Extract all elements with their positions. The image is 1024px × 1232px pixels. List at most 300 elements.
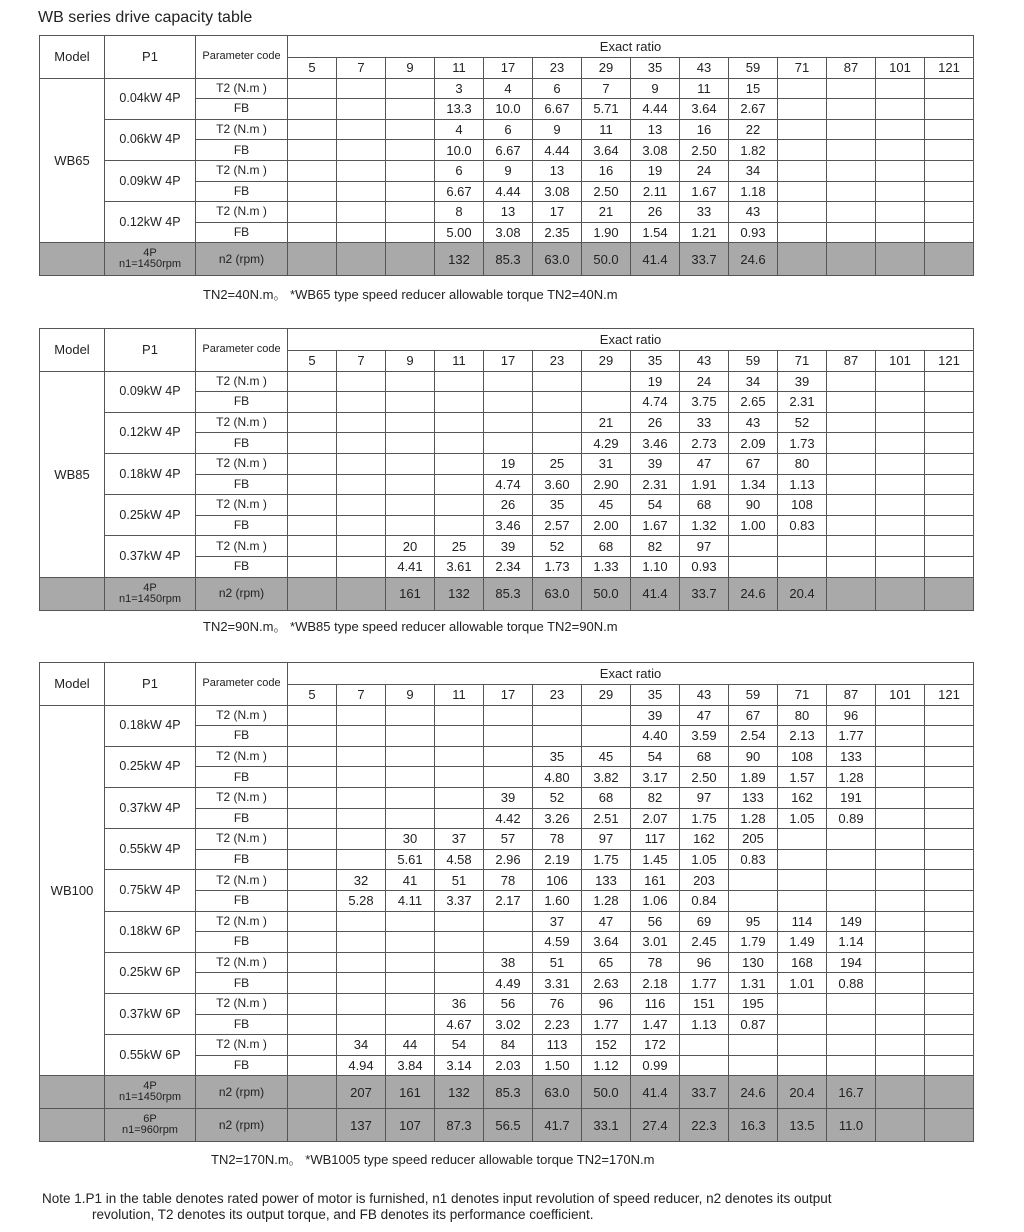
ratio-header-cell: 5 — [288, 685, 337, 706]
param-code-t2: T2 (N.m ) — [196, 829, 288, 850]
speed-cell — [288, 1109, 337, 1142]
torque-cell: 45 — [582, 495, 631, 516]
torque-cell: 6 — [533, 78, 582, 99]
torque-cell — [778, 829, 827, 850]
fb-cell — [876, 1055, 925, 1076]
fb-cell: 0.99 — [631, 1055, 680, 1076]
fb-cell: 1.32 — [680, 515, 729, 536]
speed-cell: 33.7 — [680, 577, 729, 610]
fb-cell — [435, 932, 484, 953]
fb-cell — [925, 99, 974, 120]
fb-cell — [288, 1014, 337, 1035]
footnote — [42, 1191, 832, 1223]
torque-cell — [288, 78, 337, 99]
torque-cell: 11 — [582, 119, 631, 140]
torque-cell — [827, 119, 876, 140]
ratio-header-cell: 17 — [484, 351, 533, 372]
ratio-header-cell: 29 — [582, 58, 631, 79]
torque-note: TN2=170N.m。 *WB1005 type speed reducer allowable torque TN2=170N.m — [211, 1152, 655, 1167]
fb-cell: 4.67 — [435, 1014, 484, 1035]
fb-cell: 1.21 — [680, 222, 729, 243]
param-code-t2: T2 (N.m ) — [196, 911, 288, 932]
fb-cell: 2.13 — [778, 726, 827, 747]
torque-cell: 96 — [680, 952, 729, 973]
fb-cell — [337, 808, 386, 829]
ratio-header-cell: 9 — [386, 58, 435, 79]
torque-cell — [386, 952, 435, 973]
fb-cell: 1.60 — [533, 890, 582, 911]
fb-cell: 4.42 — [484, 808, 533, 829]
speed-cell: 41.4 — [631, 1076, 680, 1109]
speed-cell: 85.3 — [484, 577, 533, 610]
fb-cell: 3.01 — [631, 932, 680, 953]
fb-cell — [827, 1055, 876, 1076]
table-row-t2 — [40, 829, 974, 850]
torque-cell: 106 — [533, 870, 582, 891]
torque-cell — [925, 202, 974, 223]
header-row — [40, 663, 974, 685]
torque-cell — [778, 993, 827, 1014]
torque-cell: 161 — [631, 870, 680, 891]
fb-cell — [435, 474, 484, 495]
fb-cell — [925, 433, 974, 454]
torque-cell: 56 — [484, 993, 533, 1014]
ratio-header-cell: 87 — [827, 351, 876, 372]
speed-cell — [925, 1109, 974, 1142]
param-code-fb: FB — [196, 1055, 288, 1076]
fb-cell: 3.08 — [484, 222, 533, 243]
ratio-header-cell: 121 — [925, 351, 974, 372]
fb-cell: 4.80 — [533, 767, 582, 788]
param-code-fb: FB — [196, 515, 288, 536]
torque-cell: 32 — [337, 870, 386, 891]
fb-cell — [925, 849, 974, 870]
speed-cell — [925, 243, 974, 276]
speed-cell — [925, 1076, 974, 1109]
fb-cell — [876, 99, 925, 120]
torque-cell: 34 — [729, 160, 778, 181]
p1-cell: 0.55kW 4P — [105, 829, 196, 870]
fb-cell: 4.49 — [484, 973, 533, 994]
torque-cell: 194 — [827, 952, 876, 973]
fb-cell — [288, 849, 337, 870]
model-cell: WB85 — [40, 371, 105, 577]
torque-cell — [582, 371, 631, 392]
torque-cell: 33 — [680, 412, 729, 433]
table-row-t2 — [40, 952, 974, 973]
header-exact-ratio: Exact ratio — [288, 663, 974, 685]
table-row-t2 — [40, 78, 974, 99]
fb-cell: 1.12 — [582, 1055, 631, 1076]
fb-cell — [876, 849, 925, 870]
fb-cell: 1.47 — [631, 1014, 680, 1035]
speed-cell: 132 — [435, 243, 484, 276]
fb-cell: 2.00 — [582, 515, 631, 536]
torque-cell — [876, 371, 925, 392]
header-parameter-code: Parameter code — [196, 36, 288, 79]
torque-cell — [435, 787, 484, 808]
fb-cell — [876, 973, 925, 994]
torque-cell — [288, 202, 337, 223]
header-parameter-code: Parameter code — [196, 329, 288, 372]
fb-cell: 1.01 — [778, 973, 827, 994]
torque-cell: 11 — [680, 78, 729, 99]
torque-cell — [288, 412, 337, 433]
fb-cell — [386, 222, 435, 243]
fb-cell: 3.17 — [631, 767, 680, 788]
fb-cell: 3.84 — [386, 1055, 435, 1076]
fb-cell — [876, 890, 925, 911]
torque-cell — [337, 746, 386, 767]
torque-cell — [827, 453, 876, 474]
fb-cell — [827, 140, 876, 161]
torque-cell: 4 — [484, 78, 533, 99]
torque-cell — [827, 78, 876, 99]
fb-cell — [288, 767, 337, 788]
fb-cell: 5.28 — [337, 890, 386, 911]
torque-cell — [386, 746, 435, 767]
fb-cell — [925, 1014, 974, 1035]
fb-cell: 1.77 — [827, 726, 876, 747]
fb-cell: 10.0 — [484, 99, 533, 120]
torque-cell: 68 — [582, 787, 631, 808]
fb-cell — [386, 515, 435, 536]
p1-cell: 0.37kW 4P — [105, 787, 196, 828]
fb-cell: 0.84 — [680, 890, 729, 911]
torque-cell: 203 — [680, 870, 729, 891]
table-row-t2 — [40, 412, 974, 433]
ratio-header-cell: 59 — [729, 685, 778, 706]
torque-cell: 45 — [582, 746, 631, 767]
fb-cell — [337, 973, 386, 994]
torque-cell: 52 — [778, 412, 827, 433]
table-row-t2 — [40, 1035, 974, 1056]
torque-cell — [337, 371, 386, 392]
fb-cell — [778, 1014, 827, 1035]
fb-cell: 4.74 — [631, 392, 680, 413]
param-code-t2: T2 (N.m ) — [196, 453, 288, 474]
ratio-header-cell: 7 — [337, 351, 386, 372]
table-row-t2 — [40, 993, 974, 1014]
torque-cell: 34 — [337, 1035, 386, 1056]
fb-cell — [925, 515, 974, 536]
torque-cell: 133 — [827, 746, 876, 767]
fb-cell — [925, 556, 974, 577]
speed-cell — [337, 243, 386, 276]
ratio-header-cell: 11 — [435, 685, 484, 706]
torque-cell: 133 — [582, 870, 631, 891]
fb-cell: 1.33 — [582, 556, 631, 577]
param-code-fb: FB — [196, 556, 288, 577]
torque-cell: 84 — [484, 1035, 533, 1056]
fb-cell: 3.46 — [631, 433, 680, 454]
param-code-fb: FB — [196, 849, 288, 870]
fb-cell: 4.58 — [435, 849, 484, 870]
speed-cell: 24.6 — [729, 577, 778, 610]
torque-cell — [288, 993, 337, 1014]
fb-cell: 1.14 — [827, 932, 876, 953]
fb-cell: 2.50 — [582, 181, 631, 202]
torque-cell — [386, 787, 435, 808]
torque-cell: 54 — [435, 1035, 484, 1056]
fb-cell: 2.45 — [680, 932, 729, 953]
fb-cell — [827, 1014, 876, 1035]
speed-cell: 20.4 — [778, 577, 827, 610]
table-row-t2 — [40, 911, 974, 932]
torque-cell — [337, 952, 386, 973]
fb-cell — [876, 474, 925, 495]
fb-cell: 1.77 — [582, 1014, 631, 1035]
p1-cell: 0.75kW 4P — [105, 870, 196, 911]
fb-cell: 0.87 — [729, 1014, 778, 1035]
ratio-header-cell: 101 — [876, 685, 925, 706]
torque-cell — [386, 202, 435, 223]
fb-cell: 3.61 — [435, 556, 484, 577]
fb-cell — [925, 767, 974, 788]
table-row-speed — [40, 1076, 974, 1109]
header-row — [40, 329, 974, 351]
p1-cell: 0.09kW 4P — [105, 371, 196, 412]
torque-cell: 26 — [631, 412, 680, 433]
torque-cell — [435, 371, 484, 392]
torque-cell — [435, 453, 484, 474]
torque-cell: 47 — [582, 911, 631, 932]
param-code-t2: T2 (N.m ) — [196, 160, 288, 181]
param-code-fb: FB — [196, 433, 288, 454]
fb-cell — [778, 849, 827, 870]
ratio-header-cell: 29 — [582, 685, 631, 706]
ratio-header-cell: 29 — [582, 351, 631, 372]
fb-cell — [288, 890, 337, 911]
torque-cell — [435, 911, 484, 932]
speed-cell: 13.5 — [778, 1109, 827, 1142]
fb-cell — [925, 181, 974, 202]
torque-cell — [876, 160, 925, 181]
torque-cell — [386, 495, 435, 516]
torque-cell — [680, 1035, 729, 1056]
fb-cell: 2.96 — [484, 849, 533, 870]
torque-cell: 68 — [680, 746, 729, 767]
torque-cell: 151 — [680, 993, 729, 1014]
param-code-t2: T2 (N.m ) — [196, 1035, 288, 1056]
speed-cell: 63.0 — [533, 577, 582, 610]
speed-cell — [288, 577, 337, 610]
fb-cell — [484, 726, 533, 747]
p1-cell: 0.25kW 4P — [105, 746, 196, 787]
param-code-fb: FB — [196, 726, 288, 747]
torque-cell — [925, 911, 974, 932]
torque-cell: 47 — [680, 453, 729, 474]
torque-cell: 114 — [778, 911, 827, 932]
torque-cell: 113 — [533, 1035, 582, 1056]
param-code-n2: n2 (rpm) — [196, 577, 288, 610]
capacity-table-wb85 — [39, 328, 974, 611]
model-blank-cell — [40, 1109, 105, 1142]
p1-cell: 0.18kW 4P — [105, 705, 196, 746]
torque-cell — [778, 536, 827, 557]
fb-cell — [435, 973, 484, 994]
torque-cell — [925, 993, 974, 1014]
fb-cell: 4.44 — [631, 99, 680, 120]
fb-cell: 1.28 — [729, 808, 778, 829]
torque-cell: 82 — [631, 787, 680, 808]
torque-cell: 37 — [435, 829, 484, 850]
ratio-header-cell: 5 — [288, 351, 337, 372]
torque-cell — [778, 1035, 827, 1056]
torque-cell: 133 — [729, 787, 778, 808]
fb-cell — [337, 433, 386, 454]
torque-cell: 16 — [582, 160, 631, 181]
ratio-header-cell: 71 — [778, 351, 827, 372]
fb-cell — [435, 392, 484, 413]
torque-cell — [288, 1035, 337, 1056]
torque-cell — [386, 705, 435, 726]
torque-cell: 80 — [778, 453, 827, 474]
torque-cell: 25 — [533, 453, 582, 474]
torque-cell — [925, 1035, 974, 1056]
fb-cell — [386, 767, 435, 788]
torque-cell — [925, 829, 974, 850]
fb-cell — [827, 181, 876, 202]
speed-cell: 85.3 — [484, 243, 533, 276]
fb-cell: 2.35 — [533, 222, 582, 243]
param-code-n2: n2 (rpm) — [196, 1076, 288, 1109]
speed-cell: 41.4 — [631, 243, 680, 276]
fb-cell — [827, 222, 876, 243]
fb-cell: 1.75 — [680, 808, 729, 829]
torque-cell — [337, 119, 386, 140]
fb-cell: 2.57 — [533, 515, 582, 536]
fb-cell: 1.34 — [729, 474, 778, 495]
torque-cell — [337, 78, 386, 99]
fb-cell — [827, 392, 876, 413]
fb-cell: 1.06 — [631, 890, 680, 911]
fb-cell — [484, 392, 533, 413]
torque-cell: 162 — [778, 787, 827, 808]
torque-cell: 52 — [533, 536, 582, 557]
torque-cell — [337, 993, 386, 1014]
torque-cell — [729, 1035, 778, 1056]
fb-cell: 4.59 — [533, 932, 582, 953]
torque-cell: 35 — [533, 495, 582, 516]
fb-cell: 5.71 — [582, 99, 631, 120]
param-code-fb: FB — [196, 808, 288, 829]
fb-cell: 1.05 — [778, 808, 827, 829]
fb-cell — [778, 99, 827, 120]
speed-cell — [386, 243, 435, 276]
speed-cell — [288, 1076, 337, 1109]
param-code-fb: FB — [196, 392, 288, 413]
fb-cell — [680, 1055, 729, 1076]
fb-cell: 0.93 — [680, 556, 729, 577]
torque-cell: 51 — [435, 870, 484, 891]
torque-cell: 95 — [729, 911, 778, 932]
fb-cell — [729, 1055, 778, 1076]
speed-cell: 24.6 — [729, 243, 778, 276]
speed-cell: 24.6 — [729, 1076, 778, 1109]
torque-cell: 13 — [484, 202, 533, 223]
param-code-t2: T2 (N.m ) — [196, 202, 288, 223]
param-code-fb: FB — [196, 973, 288, 994]
param-code-fb: FB — [196, 222, 288, 243]
torque-cell — [827, 536, 876, 557]
fb-cell — [876, 181, 925, 202]
fb-cell: 1.31 — [729, 973, 778, 994]
speed-cell: 50.0 — [582, 577, 631, 610]
torque-cell: 21 — [582, 412, 631, 433]
torque-cell: 44 — [386, 1035, 435, 1056]
fb-cell — [288, 181, 337, 202]
p1-cell: 0.37kW 4P — [105, 536, 196, 577]
fb-cell — [876, 392, 925, 413]
speed-cell: 161 — [386, 1076, 435, 1109]
torque-cell: 172 — [631, 1035, 680, 1056]
torque-cell — [288, 371, 337, 392]
torque-cell — [925, 787, 974, 808]
torque-cell — [288, 705, 337, 726]
fb-cell: 3.59 — [680, 726, 729, 747]
fb-cell — [876, 222, 925, 243]
speed-cell: 207 — [337, 1076, 386, 1109]
torque-cell — [288, 160, 337, 181]
fb-cell: 2.90 — [582, 474, 631, 495]
fb-cell — [925, 222, 974, 243]
speed-cell: 107 — [386, 1109, 435, 1142]
fb-cell: 2.19 — [533, 849, 582, 870]
fb-cell — [582, 392, 631, 413]
torque-cell: 8 — [435, 202, 484, 223]
ratio-header-cell: 9 — [386, 351, 435, 372]
table-row-speed — [40, 1109, 974, 1142]
torque-cell — [876, 536, 925, 557]
fb-cell: 1.54 — [631, 222, 680, 243]
torque-cell — [925, 160, 974, 181]
speed-cell: 132 — [435, 577, 484, 610]
torque-cell: 97 — [582, 829, 631, 850]
fb-cell — [386, 932, 435, 953]
torque-cell — [337, 705, 386, 726]
torque-cell — [484, 911, 533, 932]
fb-cell — [778, 1055, 827, 1076]
torque-cell — [925, 952, 974, 973]
speed-cell: 85.3 — [484, 1076, 533, 1109]
torque-cell — [827, 160, 876, 181]
speed-cell: 63.0 — [533, 243, 582, 276]
fb-cell — [827, 474, 876, 495]
fb-cell: 4.11 — [386, 890, 435, 911]
fb-cell — [386, 99, 435, 120]
torque-cell: 96 — [827, 705, 876, 726]
fb-cell: 1.18 — [729, 181, 778, 202]
torque-cell: 19 — [631, 160, 680, 181]
torque-cell — [386, 371, 435, 392]
torque-cell — [533, 705, 582, 726]
speed-cell — [876, 243, 925, 276]
fb-cell — [925, 1055, 974, 1076]
ratio-header-cell: 59 — [729, 58, 778, 79]
torque-cell: 195 — [729, 993, 778, 1014]
torque-cell — [386, 911, 435, 932]
fb-cell: 0.88 — [827, 973, 876, 994]
torque-cell: 6 — [484, 119, 533, 140]
fb-cell — [484, 767, 533, 788]
speed-label-cell — [105, 1109, 196, 1142]
table-row-t2 — [40, 160, 974, 181]
fb-cell: 2.23 — [533, 1014, 582, 1035]
fb-cell: 6.67 — [484, 140, 533, 161]
fb-cell: 2.07 — [631, 808, 680, 829]
ratio-header-cell: 101 — [876, 58, 925, 79]
